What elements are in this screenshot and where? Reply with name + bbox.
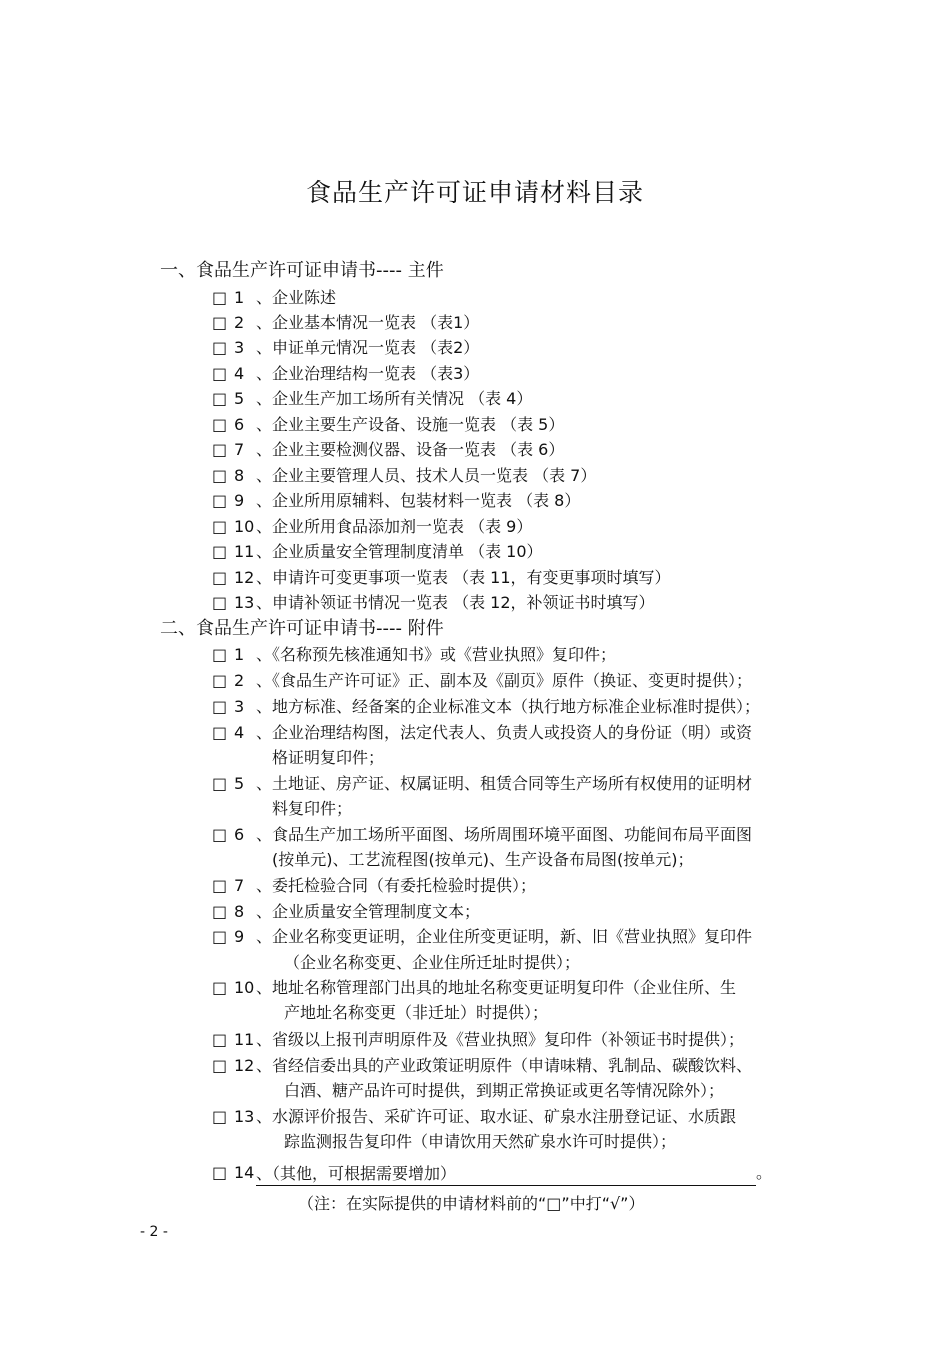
list-item-continuation: 格证明复印件； [272, 748, 385, 767]
checkbox-icon[interactable]: □ [212, 415, 228, 434]
section-heading-main: 一、食品生产许可证申请书---- 主件 [160, 260, 444, 281]
list-item: □ 4 、企业治理结构一览表 （表3） [212, 361, 479, 387]
list-item: □ 5 、企业生产加工场所有关情况 （表 4） [212, 386, 532, 412]
checkbox-icon[interactable]: □ [212, 542, 228, 561]
checkbox-icon[interactable]: □ [212, 902, 228, 921]
checkbox-icon[interactable]: □ [212, 568, 228, 587]
list-item: □ 13 、水源评价报告、采矿许可证、取水证、矿泉水注册登记证、水质跟 [212, 1104, 736, 1130]
list-item: □ 11 、企业质量安全管理制度清单 （表 10） [212, 539, 543, 565]
list-item-continuation: 踪监测报告复印件（申请饮用天然矿泉水许可时提供）； [284, 1132, 677, 1151]
checkbox-icon[interactable]: □ [212, 645, 228, 664]
checkbox-icon[interactable]: □ [212, 440, 228, 459]
list-item: □ 6 、食品生产加工场所平面图、场所周围环境平面图、功能间布局平面图 [212, 822, 752, 848]
list-item: □ 3 、申证单元情况一览表 （表2） [212, 335, 479, 361]
footnote: （注：在实际提供的申请材料前的“□”中打“√”） [298, 1194, 645, 1213]
section-heading-attachments: 二、食品生产许可证申请书---- 附件 [160, 618, 444, 639]
list-item: □ 14 、（其他，可根据需要增加） 。 [212, 1160, 772, 1186]
checkbox-icon[interactable]: □ [212, 364, 228, 383]
list-item-continuation: （企业名称变更、企业住所迁址时提供）； [284, 953, 581, 972]
list-item: □ 12 、省经信委出具的产业政策证明原件（申请味精、乳制品、碳酸饮料、 [212, 1053, 752, 1079]
checkbox-icon[interactable]: □ [212, 466, 228, 485]
fill-in-blank[interactable]: 、（其他，可根据需要增加） [256, 1163, 756, 1186]
list-item-continuation: 产地址名称变更（非迁址）时提供）； [284, 1003, 549, 1022]
list-item: □ 13 、申请补领证书情况一览表 （表 12，补领证书时填写） [212, 590, 655, 616]
checkbox-icon[interactable]: □ [212, 593, 228, 612]
list-item: □ 7 、委托检验合同（有委托检验时提供）； [212, 873, 536, 899]
checkbox-icon[interactable]: □ [212, 927, 228, 946]
checkbox-icon[interactable]: □ [212, 313, 228, 332]
checkbox-icon[interactable]: □ [212, 876, 228, 895]
list-item: □ 7 、企业主要检测仪器、设备一览表 （表 6） [212, 437, 564, 463]
list-item-continuation: 料复印件； [272, 799, 353, 818]
page-number: - 2 - [140, 1224, 168, 1240]
list-item: □ 10 、地址名称管理部门出具的地址名称变更证明复印件（企业住所、生 [212, 975, 736, 1001]
list-item: □ 8 、企业主要管理人员、技术人员一览表 （表 7） [212, 463, 596, 489]
list-item: □ 11 、省级以上报刊声明原件及《营业执照》复印件（补领证书时提供）； [212, 1027, 744, 1053]
checkbox-icon[interactable]: □ [212, 338, 228, 357]
list-item: □ 2 、企业基本情况一览表 （表1） [212, 310, 479, 336]
list-item-continuation: (按单元)、工艺流程图(按单元)、生产设备布局图(按单元)； [272, 850, 694, 869]
checkbox-icon[interactable]: □ [212, 1107, 228, 1126]
list-item: □ 8 、企业质量安全管理制度文本； [212, 899, 480, 925]
list-item: □ 10 、企业所用食品添加剂一览表 （表 9） [212, 514, 532, 540]
checkbox-icon[interactable]: □ [212, 978, 228, 997]
list-item: □ 12 、申请许可变更事项一览表 （表 11，有变更事项时填写） [212, 565, 671, 591]
list-item: □ 4 、企业治理结构图，法定代表人、负责人或投资人的身份证（明）或资 [212, 720, 752, 746]
checkbox-icon[interactable]: □ [212, 517, 228, 536]
checkbox-icon[interactable]: □ [212, 491, 228, 510]
checkbox-icon[interactable]: □ [212, 825, 228, 844]
list-item: □ 9 、企业名称变更证明，企业住所变更证明，新、旧《营业执照》复印件 [212, 924, 752, 950]
checkbox-icon[interactable]: □ [212, 671, 228, 690]
list-item: □ 1 、《名称预先核准通知书》或《营业执照》复印件； [212, 642, 616, 668]
list-item: □ 1 、企业陈述 [212, 285, 336, 311]
list-item: □ 6 、企业主要生产设备、设施一览表 （表 5） [212, 412, 564, 438]
checkbox-icon[interactable]: □ [212, 288, 228, 307]
checkbox-icon[interactable]: □ [212, 1030, 228, 1049]
list-item: □ 5 、土地证、房产证、权属证明、租赁合同等生产场所有权使用的证明材 [212, 771, 752, 797]
checkbox-icon[interactable]: □ [212, 1163, 228, 1182]
checkbox-icon[interactable]: □ [212, 723, 228, 742]
list-item-continuation: 白酒、糖产品许可时提供，到期正常换证或更名等情况除外）； [284, 1081, 725, 1100]
list-item: □ 3 、地方标准、经备案的企业标准文本（执行地方标准企业标准时提供）； [212, 694, 760, 720]
checkbox-icon[interactable]: □ [212, 697, 228, 716]
list-item: □ 2 、《食品生产许可证》正、副本及《副页》原件（换证、变更时提供）； [212, 668, 752, 694]
checkbox-icon[interactable]: □ [212, 1056, 228, 1075]
checkbox-icon[interactable]: □ [212, 774, 228, 793]
checkbox-icon[interactable]: □ [212, 389, 228, 408]
page-title: 食品生产许可证申请材料目录 [305, 178, 644, 207]
list-item: □ 9 、企业所用原辅料、包装材料一览表 （表 8） [212, 488, 580, 514]
